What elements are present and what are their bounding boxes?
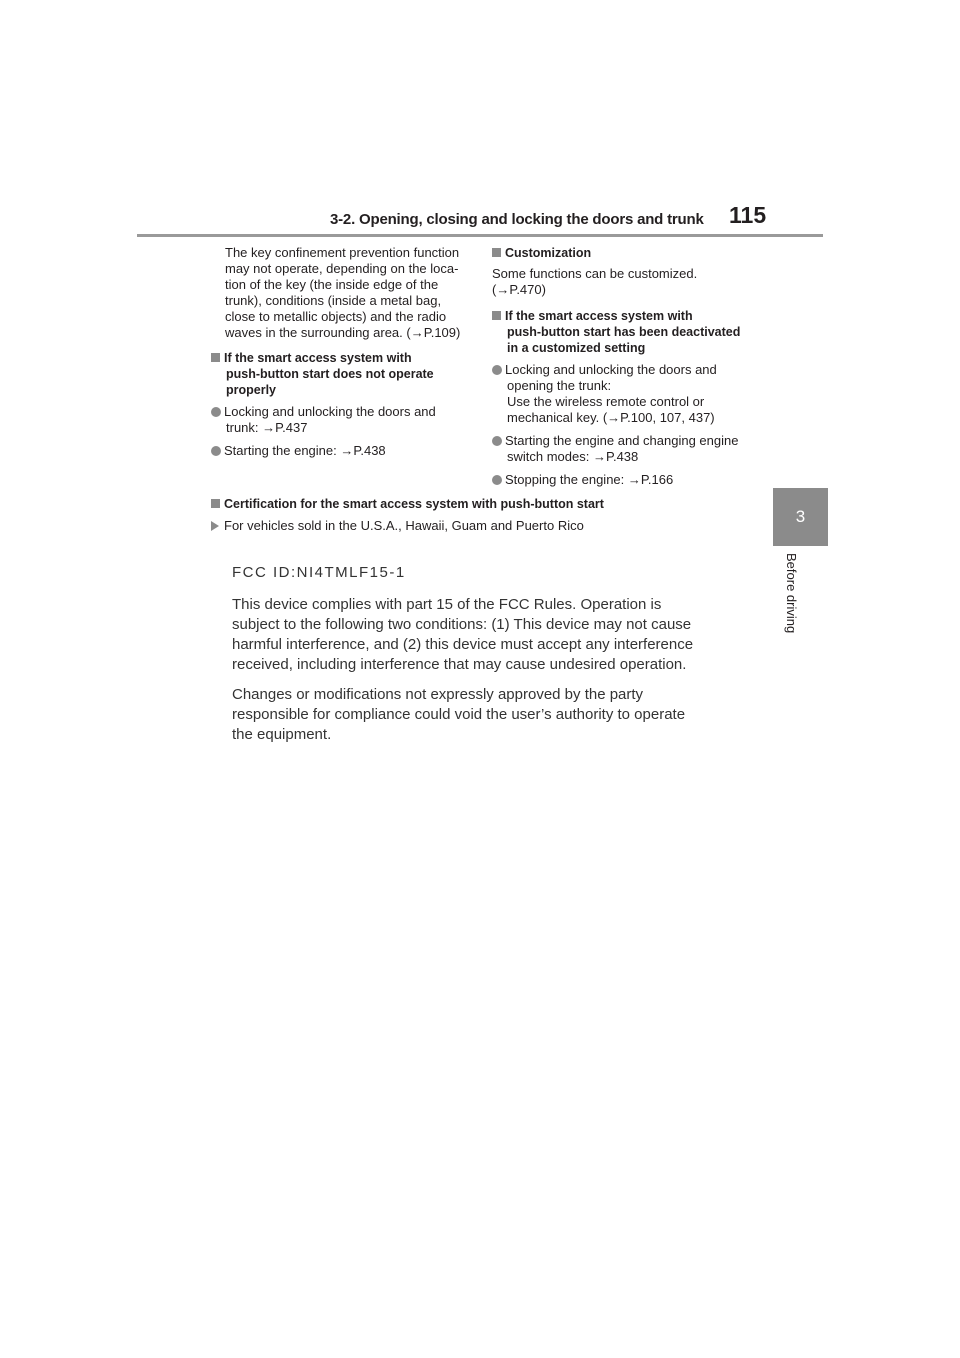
section-title: 3-2. Opening, closing and locking the doors and trunk [330, 211, 704, 228]
intro-line: tion of the key (the inside edge of the [225, 277, 439, 292]
left-bullet-1 [211, 404, 471, 436]
square-bullet-icon [211, 499, 220, 508]
right-bullet-3 [492, 472, 762, 488]
certification-sub [211, 518, 771, 534]
left-column [225, 245, 475, 341]
certification-heading [211, 496, 771, 512]
intro-line: trunk), conditions (inside a metal bag, [225, 293, 442, 308]
bullet-line: opening the trunk: [507, 378, 612, 393]
chapter-label-text: Before driving [784, 553, 799, 634]
bullet-dot-icon [492, 475, 502, 485]
bullet-line: trunk: →P.437 [226, 420, 308, 435]
bullet-dot-icon [211, 407, 221, 417]
square-bullet-icon [211, 353, 220, 362]
fcc-line: responsible for compliance could void the user’s authority to operate [232, 706, 686, 723]
chapter-tab [773, 488, 828, 546]
heading-line: in a customized setting [507, 341, 646, 355]
fcc-paragraph-2 [232, 685, 732, 745]
fcc-line: Changes or modifications not expressly approved by the party [232, 686, 644, 703]
intro-line: close to metallic objects) and the radio [225, 309, 447, 324]
right-text-1 [492, 266, 762, 298]
fcc-line: received, including interference that may cause undesired operation. [232, 656, 687, 673]
bullet-line: Use the wireless remote control or [507, 394, 705, 409]
heading-text: Certification for the smart access system with push-button start [224, 497, 604, 511]
right-bullet-2 [492, 433, 762, 465]
fcc-id: FCC ID:NI4TMLF15-1 [232, 564, 406, 581]
right-heading-2 [492, 308, 762, 356]
page-number: 115 [729, 202, 767, 228]
fcc-line: This device complies with part 15 of the FCC Rules. Operation is [232, 596, 662, 613]
bullet-line: mechanical key. (→P.100, 107, 437) [507, 410, 715, 425]
bullet-line: Starting the engine: →P.438 [224, 443, 386, 458]
triangle-bullet-icon [211, 521, 219, 531]
chapter-label [785, 553, 805, 653]
heading-line: If the smart access system with [505, 309, 693, 323]
heading-line: push-button start does not operate [226, 367, 434, 381]
fcc-line: subject to the following two conditions: (1) This device may not cause [232, 616, 692, 633]
bullet-dot-icon [492, 365, 502, 375]
bullet-line: Locking and unlocking the doors and [505, 362, 717, 377]
square-bullet-icon [492, 248, 501, 257]
right-heading-1 [492, 245, 762, 261]
heading-line: push-button start has been deactivated [507, 325, 741, 339]
bullet-dot-icon [492, 436, 502, 446]
intro-line: The key confinement prevention function [225, 245, 460, 260]
right-bullet-1 [492, 362, 762, 426]
heading-line: Customization [505, 246, 592, 260]
heading-line: If the smart access system with [224, 351, 412, 365]
bullet-line: Starting the engine and changing engine [505, 433, 739, 448]
bullet-dot-icon [211, 446, 221, 456]
header-rule [137, 234, 823, 237]
chapter-number: 3 [795, 507, 806, 526]
fcc-line: harmful interference, and (2) this device must accept any interference [232, 636, 694, 653]
square-bullet-icon [492, 311, 501, 320]
intro-line: may not operate, depending on the loca- [225, 261, 459, 276]
intro-line: waves in the surrounding area. (→P.109) [225, 325, 461, 340]
text-line: (→P.470) [492, 282, 546, 297]
bullet-line: switch modes: →P.438 [507, 449, 639, 464]
bullet-line: Locking and unlocking the doors and [224, 404, 436, 419]
fcc-line: the equipment. [232, 726, 332, 743]
text-line: Some functions can be customized. [492, 266, 698, 281]
bullet-line: Stopping the engine: →P.166 [505, 472, 674, 487]
heading-line: properly [226, 383, 277, 397]
fcc-paragraph-1 [232, 595, 732, 675]
sub-text: For vehicles sold in the U.S.A., Hawaii, Guam and Puerto Rico [224, 518, 584, 533]
intro-text [225, 245, 475, 341]
left-bullet-2 [211, 443, 471, 459]
left-heading [211, 350, 471, 398]
